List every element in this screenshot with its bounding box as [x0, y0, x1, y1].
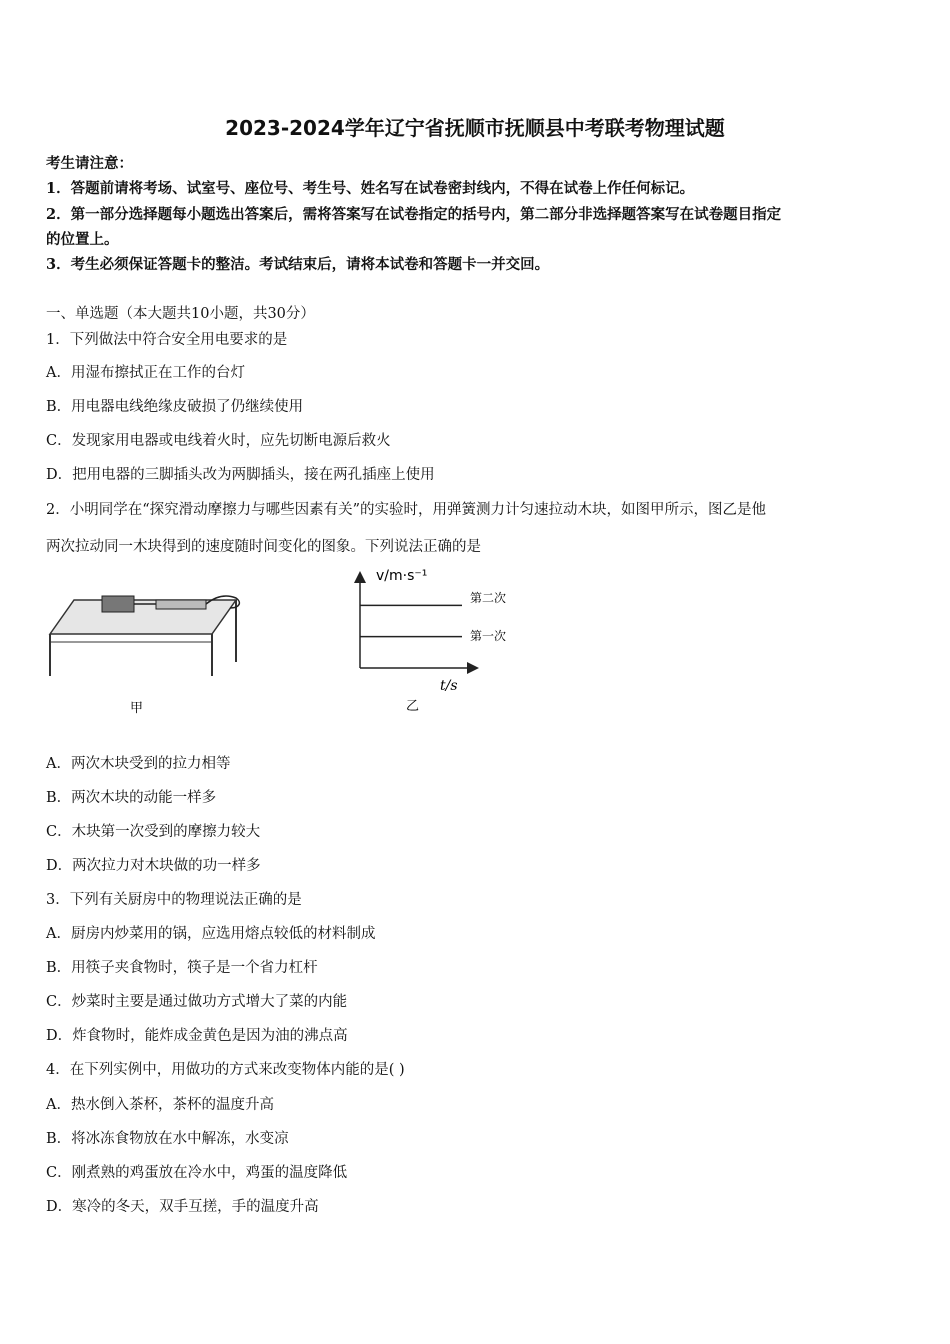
option-d: D．两次拉力对木块做的功一样多	[46, 858, 261, 874]
section-heading: 一、单选题（本大题共10小题，共30分）	[46, 306, 315, 322]
vt-chart	[344, 560, 534, 720]
option-a: A．两次木块受到的拉力相等	[46, 756, 231, 772]
option-d: D．寒冷的冬天，双手互搓，手的温度升高	[46, 1199, 319, 1215]
question-stem-cont: 两次拉动同一木块得到的速度随时间变化的图象。下列说法正确的是	[46, 539, 481, 555]
caption-jia: 甲	[130, 701, 144, 716]
option-c: C．刚煮熟的鸡蛋放在冷水中，鸡蛋的温度降低	[46, 1165, 348, 1181]
wood-block	[102, 596, 134, 612]
option-c: C．木块第一次受到的摩擦力较大	[46, 824, 261, 840]
notice-heading: 考生请注意：	[46, 155, 133, 172]
page-title: 2023-2024学年辽宁省抚顺市抚顺县中考联考物理试题	[225, 116, 725, 140]
option-c: C．发现家用电器或电线着火时，应先切断电源后救火	[46, 433, 391, 449]
caption-yi: 乙	[406, 699, 420, 714]
question-stem: 4．在下列实例中，用做功的方式来改变物体内能的是( )	[46, 1062, 405, 1078]
apparatus-figure	[44, 576, 264, 721]
notice-item: 1．答题前请将考场、试室号、座位号、考生号、姓名写在试卷密封线内，不得在试卷上作任何标记。	[46, 180, 695, 197]
option-a: A．热水倒入茶杯，茶杯的温度升高	[46, 1097, 274, 1113]
option-b: B．用筷子夹食物时，筷子是一个省力杠杆	[46, 960, 318, 976]
spring-scale	[156, 600, 206, 609]
question-stem: 2．小明同学在“探究滑动摩擦力与哪些因素有关”的实验时，用弹簧测力计匀速拉动木块，如图甲所示，图乙是他	[46, 502, 767, 518]
question-stem: 1．下列做法中符合安全用电要求的是	[46, 332, 288, 348]
option-a: A．用湿布擦拭正在工作的台灯	[46, 365, 245, 381]
y-axis-label: v/m·s⁻¹	[376, 568, 428, 584]
option-c: C．炒菜时主要是通过做功方式增大了菜的内能	[46, 994, 348, 1010]
option-b: B．用电器电线绝缘皮破损了仍继续使用	[46, 399, 304, 415]
x-axis-label: t/s	[440, 678, 458, 694]
option-a: A．厨房内炒菜用的锅，应选用熔点较低的材料制成	[46, 926, 376, 942]
option-d: D．炸食物时，能炸成金黄色是因为油的沸点高	[46, 1028, 348, 1044]
series-label-first: 第一次	[470, 629, 507, 643]
option-b: B．两次木块的动能一样多	[46, 790, 217, 806]
series-label-second: 第二次	[470, 591, 507, 605]
notice-item: 3．考生必须保证答题卡的整洁。考试结束后，请将本试卷和答题卡一并交回。	[46, 256, 550, 273]
question-stem: 3．下列有关厨房中的物理说法正确的是	[46, 892, 302, 908]
notice-item: 的位置上。	[46, 231, 119, 248]
option-b: B．将冰冻食物放在水中解冻，水变凉	[46, 1131, 289, 1147]
notice-item: 2．第一部分选择题每小题选出答案后，需将答案写在试卷指定的括号内，第二部分非选择题答案写在试卷题目指定	[46, 206, 782, 223]
table-top	[50, 600, 236, 634]
option-d: D．把用电器的三脚插头改为两脚插头，接在两孔插座上使用	[46, 467, 435, 483]
